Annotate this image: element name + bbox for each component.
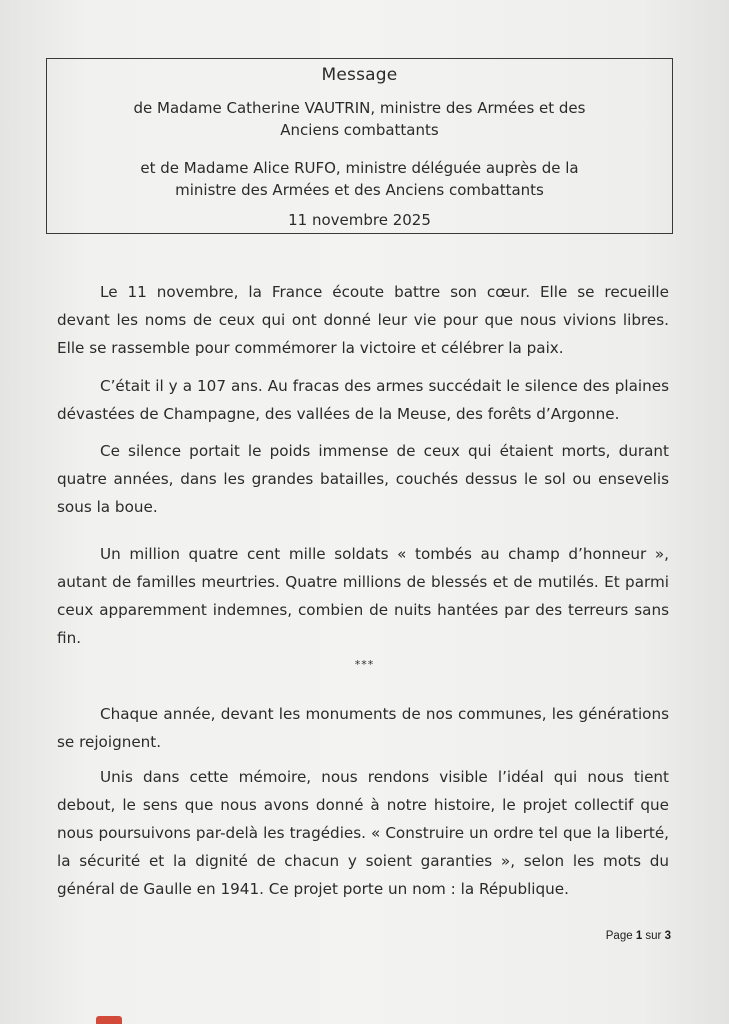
authors-line-2: et de Madame Alice RUFO, ministre déléguée auprès de la ministre des Armées et des Anciens combattants (140, 159, 579, 199)
paragraph-3 (57, 437, 669, 521)
page-prefix: Page (605, 930, 636, 942)
paragraph-text: Le 11 novembre, la France écoute battre son cœur. Elle se recueille devant les noms de ceux qui ont donné leur vie pour que nous vivions libres. Elle se rassemble pour commémorer la victoire et célébrer la paix. (57, 283, 669, 357)
page-number (606, 930, 671, 942)
paragraph-4 (57, 540, 669, 652)
section-separator: *** (354, 658, 375, 671)
page-middle: sur (642, 930, 665, 942)
message-title: Message (321, 65, 398, 85)
paragraph-text: Chaque année, devant les monuments de nos communes, les générations se rejoignent. (57, 705, 669, 751)
paragraph-1 (57, 278, 669, 362)
paragraph-2 (57, 372, 669, 428)
message-date: 11 novembre 2025 (288, 211, 431, 229)
page-total: 3 (664, 930, 671, 942)
paragraph-6 (57, 763, 669, 903)
paragraph-text: Un million quatre cent mille soldats « tombés au champ d’honneur », autant de familles meurtries. Quatre millions de blessés et de mutilés. Et parmi ceux apparemment indemnes, combien de nuits hantées par des terreurs sans fin. (57, 545, 669, 647)
header-box (46, 58, 673, 234)
paragraph-5 (57, 700, 669, 756)
authors-line-1: de Madame Catherine VAUTRIN, ministre des Armées et des Anciens combattants (133, 99, 586, 139)
paragraph-text: Unis dans cette mémoire, nous rendons visible l’idéal qui nous tient debout, le sens que nous avons donné à notre histoire, le projet collectif que nous poursuivons par-delà les tragédies. « Construire un ordre tel que la liberté, la sécurité et la dignité de chacun y soient garanties », selon les mots du général de Gaulle en 1941. Ce projet porte un nom : la République. (57, 768, 669, 898)
red-paper-edge (96, 1016, 122, 1024)
paragraph-text: Ce silence portait le poids immense de ceux qui étaient morts, durant quatre années, dans les grandes batailles, couchés dessus le sol ou ensevelis sous la boue. (57, 442, 669, 516)
page-current: 1 (635, 930, 643, 942)
paragraph-text: C’était il y a 107 ans. Au fracas des armes succédait le silence des plaines dévastées de Champagne, des vallées de la Meuse, des forêts d’Argonne. (57, 377, 669, 423)
